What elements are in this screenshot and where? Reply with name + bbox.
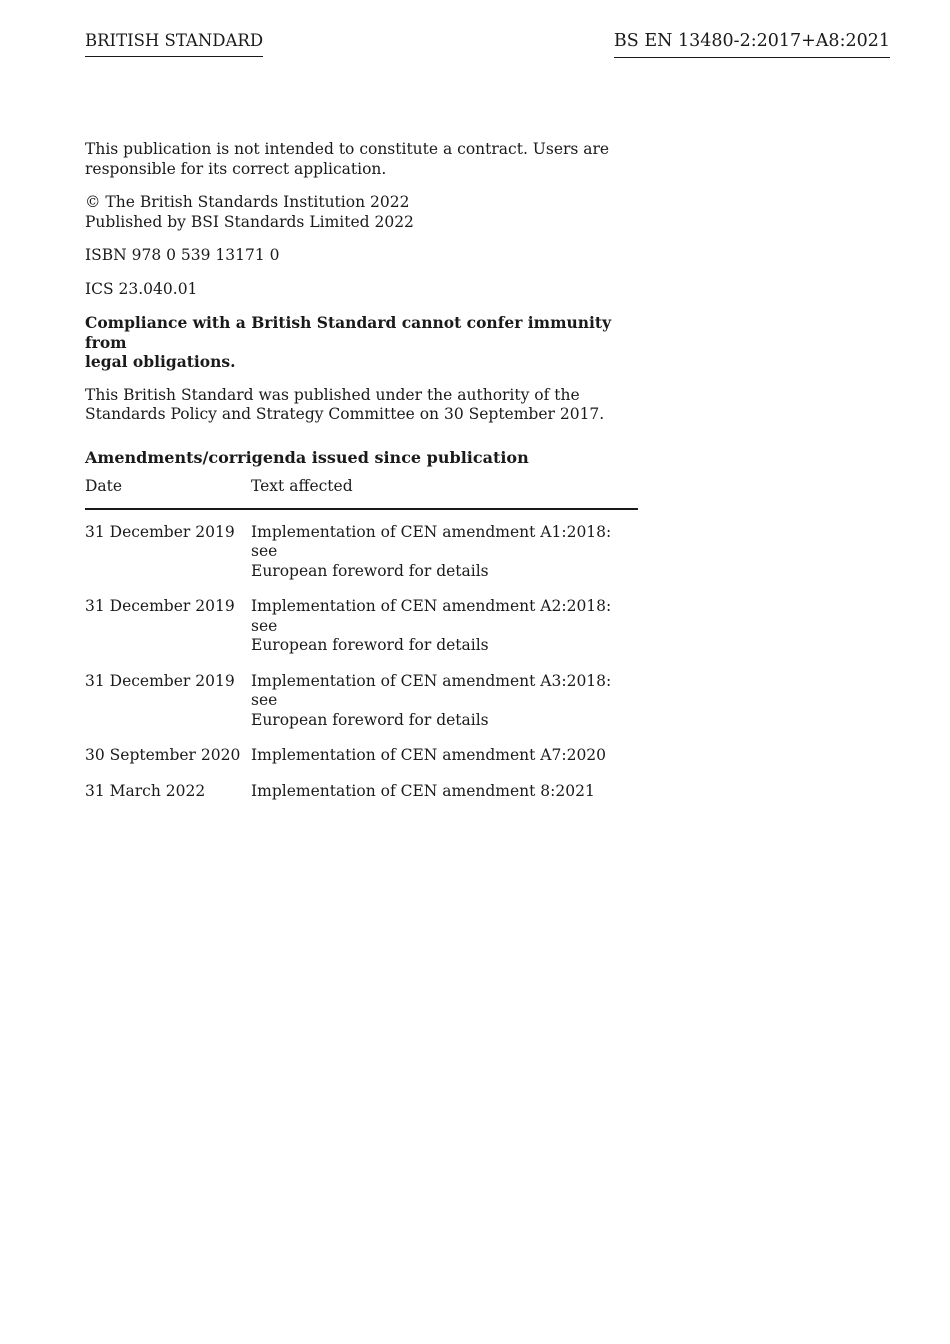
contract-disclaimer-line-1: This publication is not intended to constitute a contract. Users are [85,140,610,158]
amendment-text [251,597,638,672]
column-header-text-affected: Text affected [251,477,638,509]
amendment-text [251,672,638,747]
amendment-text-line-1: Implementation of CEN amendment A1:2018: see [251,522,612,560]
amendment-text-line-1: Implementation of CEN amendment A2:2018: see [251,597,612,635]
amendment-text [251,509,638,598]
table-row [85,509,638,598]
amendment-text-line-1: Implementation of CEN amendment A3:2018: see [251,671,612,709]
authority-statement-line-1: This British Standard was published under the authority of the [85,385,580,404]
column-header-date: Date [85,477,251,509]
compliance-notice-line-2: legal obligations. [85,352,236,371]
amendment-date: 30 September 2020 [85,746,241,764]
ics-code: ICS 23.040.01 [85,279,198,298]
table-row [85,746,638,782]
amendment-text-line-2: European foreword for details [251,636,489,654]
amendment-date: 31 December 2019 [85,522,235,541]
compliance-notice-line-1: Compliance with a British Standard cannot confer immunity from [85,313,612,352]
contract-disclaimer [85,140,638,179]
table-row [85,782,638,818]
contract-disclaimer-line-2: responsible for its correct application. [85,159,387,178]
amendments-heading: Amendments/corrigenda issued since publication [85,447,529,467]
copyright-block [85,193,638,232]
compliance-notice [85,313,638,372]
isbn: ISBN 978 0 539 13171 0 [85,246,280,264]
table-row [85,597,638,672]
document-body [85,140,638,817]
amendment-text: Implementation of CEN amendment 8:2021 [251,781,595,800]
amendment-date: 31 December 2019 [85,671,235,690]
amendment-date: 31 March 2022 [85,781,206,800]
authority-statement [85,386,638,425]
amendment-date: 31 December 2019 [85,597,235,615]
authority-statement-line-2: Standards Policy and Strategy Committee on 30 September 2017. [85,405,605,423]
amendments-header-row [85,477,638,509]
header-standard-number: BS EN 13480-2:2017+A8:2021 [614,30,890,58]
table-row [85,672,638,747]
amendment-text: Implementation of CEN amendment A7:2020 [251,746,607,764]
amendments-table [85,477,638,817]
publisher-notice: Published by BSI Standards Limited 2022 [85,212,414,231]
header-publisher: BRITISH STANDARD [85,30,263,57]
copyright-notice: © The British Standards Institution 2022 [85,193,410,211]
amendment-text-line-2: European foreword for details [251,561,489,580]
amendment-text-line-2: European foreword for details [251,710,489,729]
